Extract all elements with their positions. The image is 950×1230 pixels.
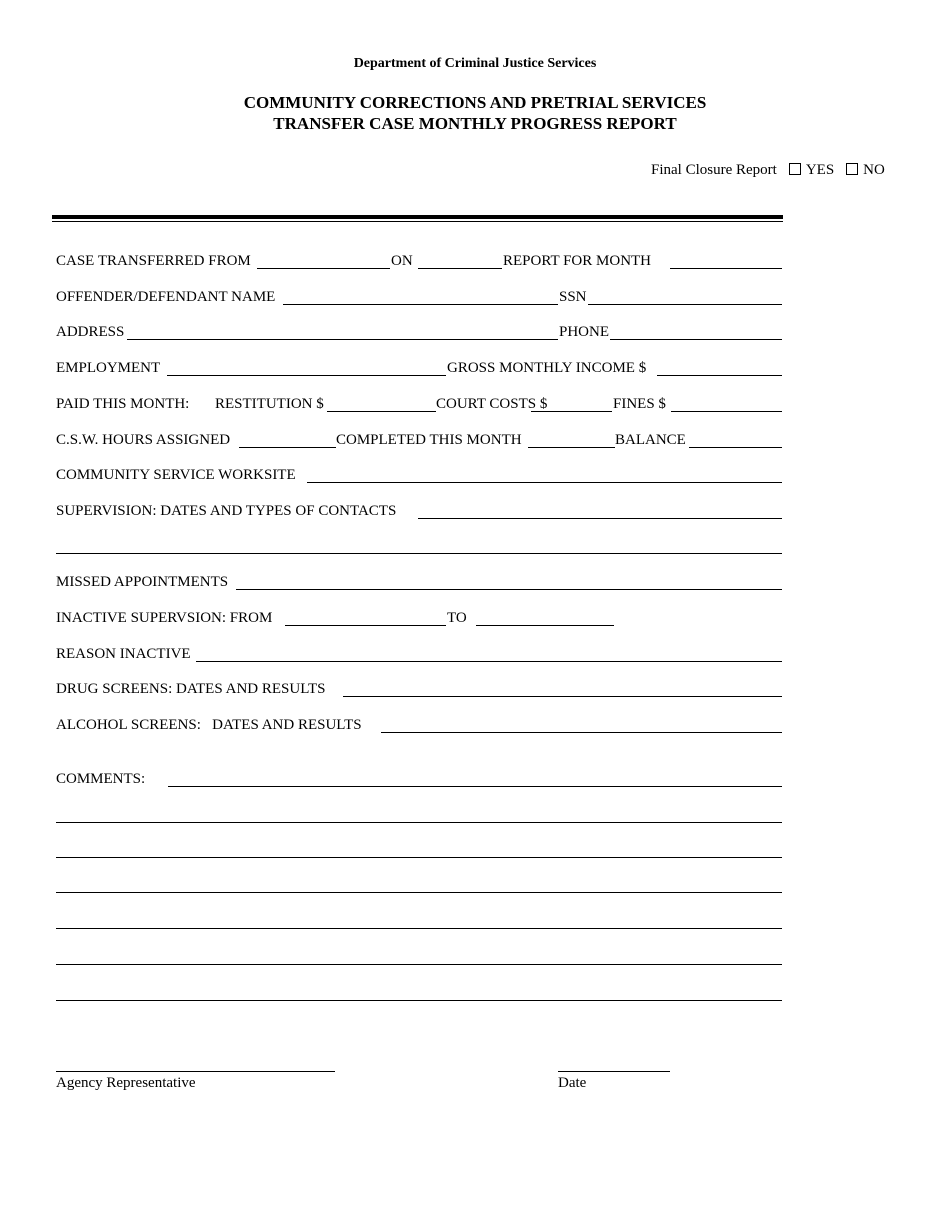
no-checkbox[interactable] bbox=[846, 163, 858, 175]
inactive-from-field[interactable] bbox=[285, 625, 446, 626]
supervision-label: SUPERVISION: DATES AND TYPES OF CONTACTS bbox=[56, 503, 397, 519]
offender-name-field[interactable] bbox=[283, 304, 558, 305]
report-month-field[interactable] bbox=[670, 268, 782, 269]
supervision-field-continued[interactable] bbox=[56, 553, 782, 554]
ssn-label: SSN bbox=[559, 289, 587, 305]
court-costs-field[interactable] bbox=[531, 411, 612, 412]
inactive-to-field[interactable] bbox=[476, 625, 614, 626]
phone-label: PHONE bbox=[559, 324, 610, 340]
missed-appointments-field[interactable] bbox=[236, 589, 782, 590]
comments-label: COMMENTS: bbox=[56, 771, 146, 787]
comments-line[interactable] bbox=[56, 892, 782, 893]
alcohol-screens-field[interactable] bbox=[381, 732, 782, 733]
reason-inactive-field[interactable] bbox=[196, 661, 782, 662]
gross-income-label: GROSS MONTHLY INCOME $ bbox=[447, 360, 647, 376]
report-for-month-label: REPORT FOR MONTH bbox=[503, 253, 652, 269]
inactive-from-label: INACTIVE SUPERVSION: FROM bbox=[56, 610, 273, 626]
balance-label: BALANCE bbox=[615, 432, 686, 448]
agency-representative-signature-field[interactable] bbox=[56, 1071, 335, 1072]
balance-field[interactable] bbox=[689, 447, 782, 448]
comments-line[interactable] bbox=[56, 822, 782, 823]
offender-name-label: OFFENDER/DEFENDANT NAME bbox=[56, 289, 276, 305]
gross-income-field[interactable] bbox=[657, 375, 782, 376]
worksite-field[interactable] bbox=[307, 482, 782, 483]
department-name: Department of Criminal Justice Services bbox=[353, 56, 597, 71]
to-label: TO bbox=[447, 610, 467, 626]
employment-field[interactable] bbox=[167, 375, 446, 376]
final-closure-label: Final Closure Report bbox=[651, 162, 777, 178]
comments-line[interactable] bbox=[56, 964, 782, 965]
csw-hours-label: C.S.W. HOURS ASSIGNED bbox=[56, 432, 231, 448]
yes-label: YES bbox=[805, 162, 835, 178]
worksite-label: COMMUNITY SERVICE WORKSITE bbox=[56, 467, 296, 483]
alcohol-screens-label: ALCOHOL SCREENS: DATES AND RESULTS bbox=[56, 717, 362, 733]
paid-this-month-label: PAID THIS MONTH: bbox=[56, 396, 190, 412]
date-label: Date bbox=[558, 1075, 587, 1091]
case-transferred-from-label: CASE TRANSFERRED FROM bbox=[56, 253, 251, 269]
drug-screens-field[interactable] bbox=[343, 696, 782, 697]
missed-appointments-label: MISSED APPOINTMENTS bbox=[56, 574, 229, 590]
employment-label: EMPLOYMENT bbox=[56, 360, 161, 376]
on-date-field[interactable] bbox=[418, 268, 502, 269]
header-divider bbox=[52, 215, 783, 219]
phone-field[interactable] bbox=[610, 339, 782, 340]
fines-label: FINES $ bbox=[613, 396, 666, 412]
case-transferred-from-field[interactable] bbox=[257, 268, 390, 269]
title-line-2: TRANSFER CASE MONTHLY PROGRESS REPORT bbox=[273, 114, 677, 133]
agency-representative-label: Agency Representative bbox=[56, 1075, 196, 1091]
yes-checkbox[interactable] bbox=[789, 163, 801, 175]
fines-field[interactable] bbox=[671, 411, 782, 412]
comments-line[interactable] bbox=[56, 1000, 782, 1001]
comments-line[interactable] bbox=[56, 857, 782, 858]
header-divider-thin bbox=[52, 221, 783, 222]
completed-label: COMPLETED THIS MONTH bbox=[336, 432, 522, 448]
address-field[interactable] bbox=[127, 339, 558, 340]
no-label: NO bbox=[863, 162, 885, 178]
signature-date-field[interactable] bbox=[558, 1071, 670, 1072]
restitution-field[interactable] bbox=[327, 411, 436, 412]
supervision-field[interactable] bbox=[418, 518, 782, 519]
ssn-field[interactable] bbox=[588, 304, 782, 305]
completed-field[interactable] bbox=[528, 447, 615, 448]
on-label: ON bbox=[391, 253, 413, 269]
final-closure-group bbox=[651, 161, 885, 179]
address-label: ADDRESS bbox=[56, 324, 125, 340]
restitution-label: RESTITUTION $ bbox=[215, 396, 324, 412]
comments-line[interactable] bbox=[56, 928, 782, 929]
reason-inactive-label: REASON INACTIVE bbox=[56, 646, 191, 662]
court-costs-label: COURT COSTS $ bbox=[436, 396, 548, 412]
csw-hours-field[interactable] bbox=[239, 447, 336, 448]
drug-screens-label: DRUG SCREENS: DATES AND RESULTS bbox=[56, 681, 326, 697]
comments-field[interactable] bbox=[168, 786, 782, 787]
title-line-1: COMMUNITY CORRECTIONS AND PRETRIAL SERVICES bbox=[243, 93, 707, 112]
